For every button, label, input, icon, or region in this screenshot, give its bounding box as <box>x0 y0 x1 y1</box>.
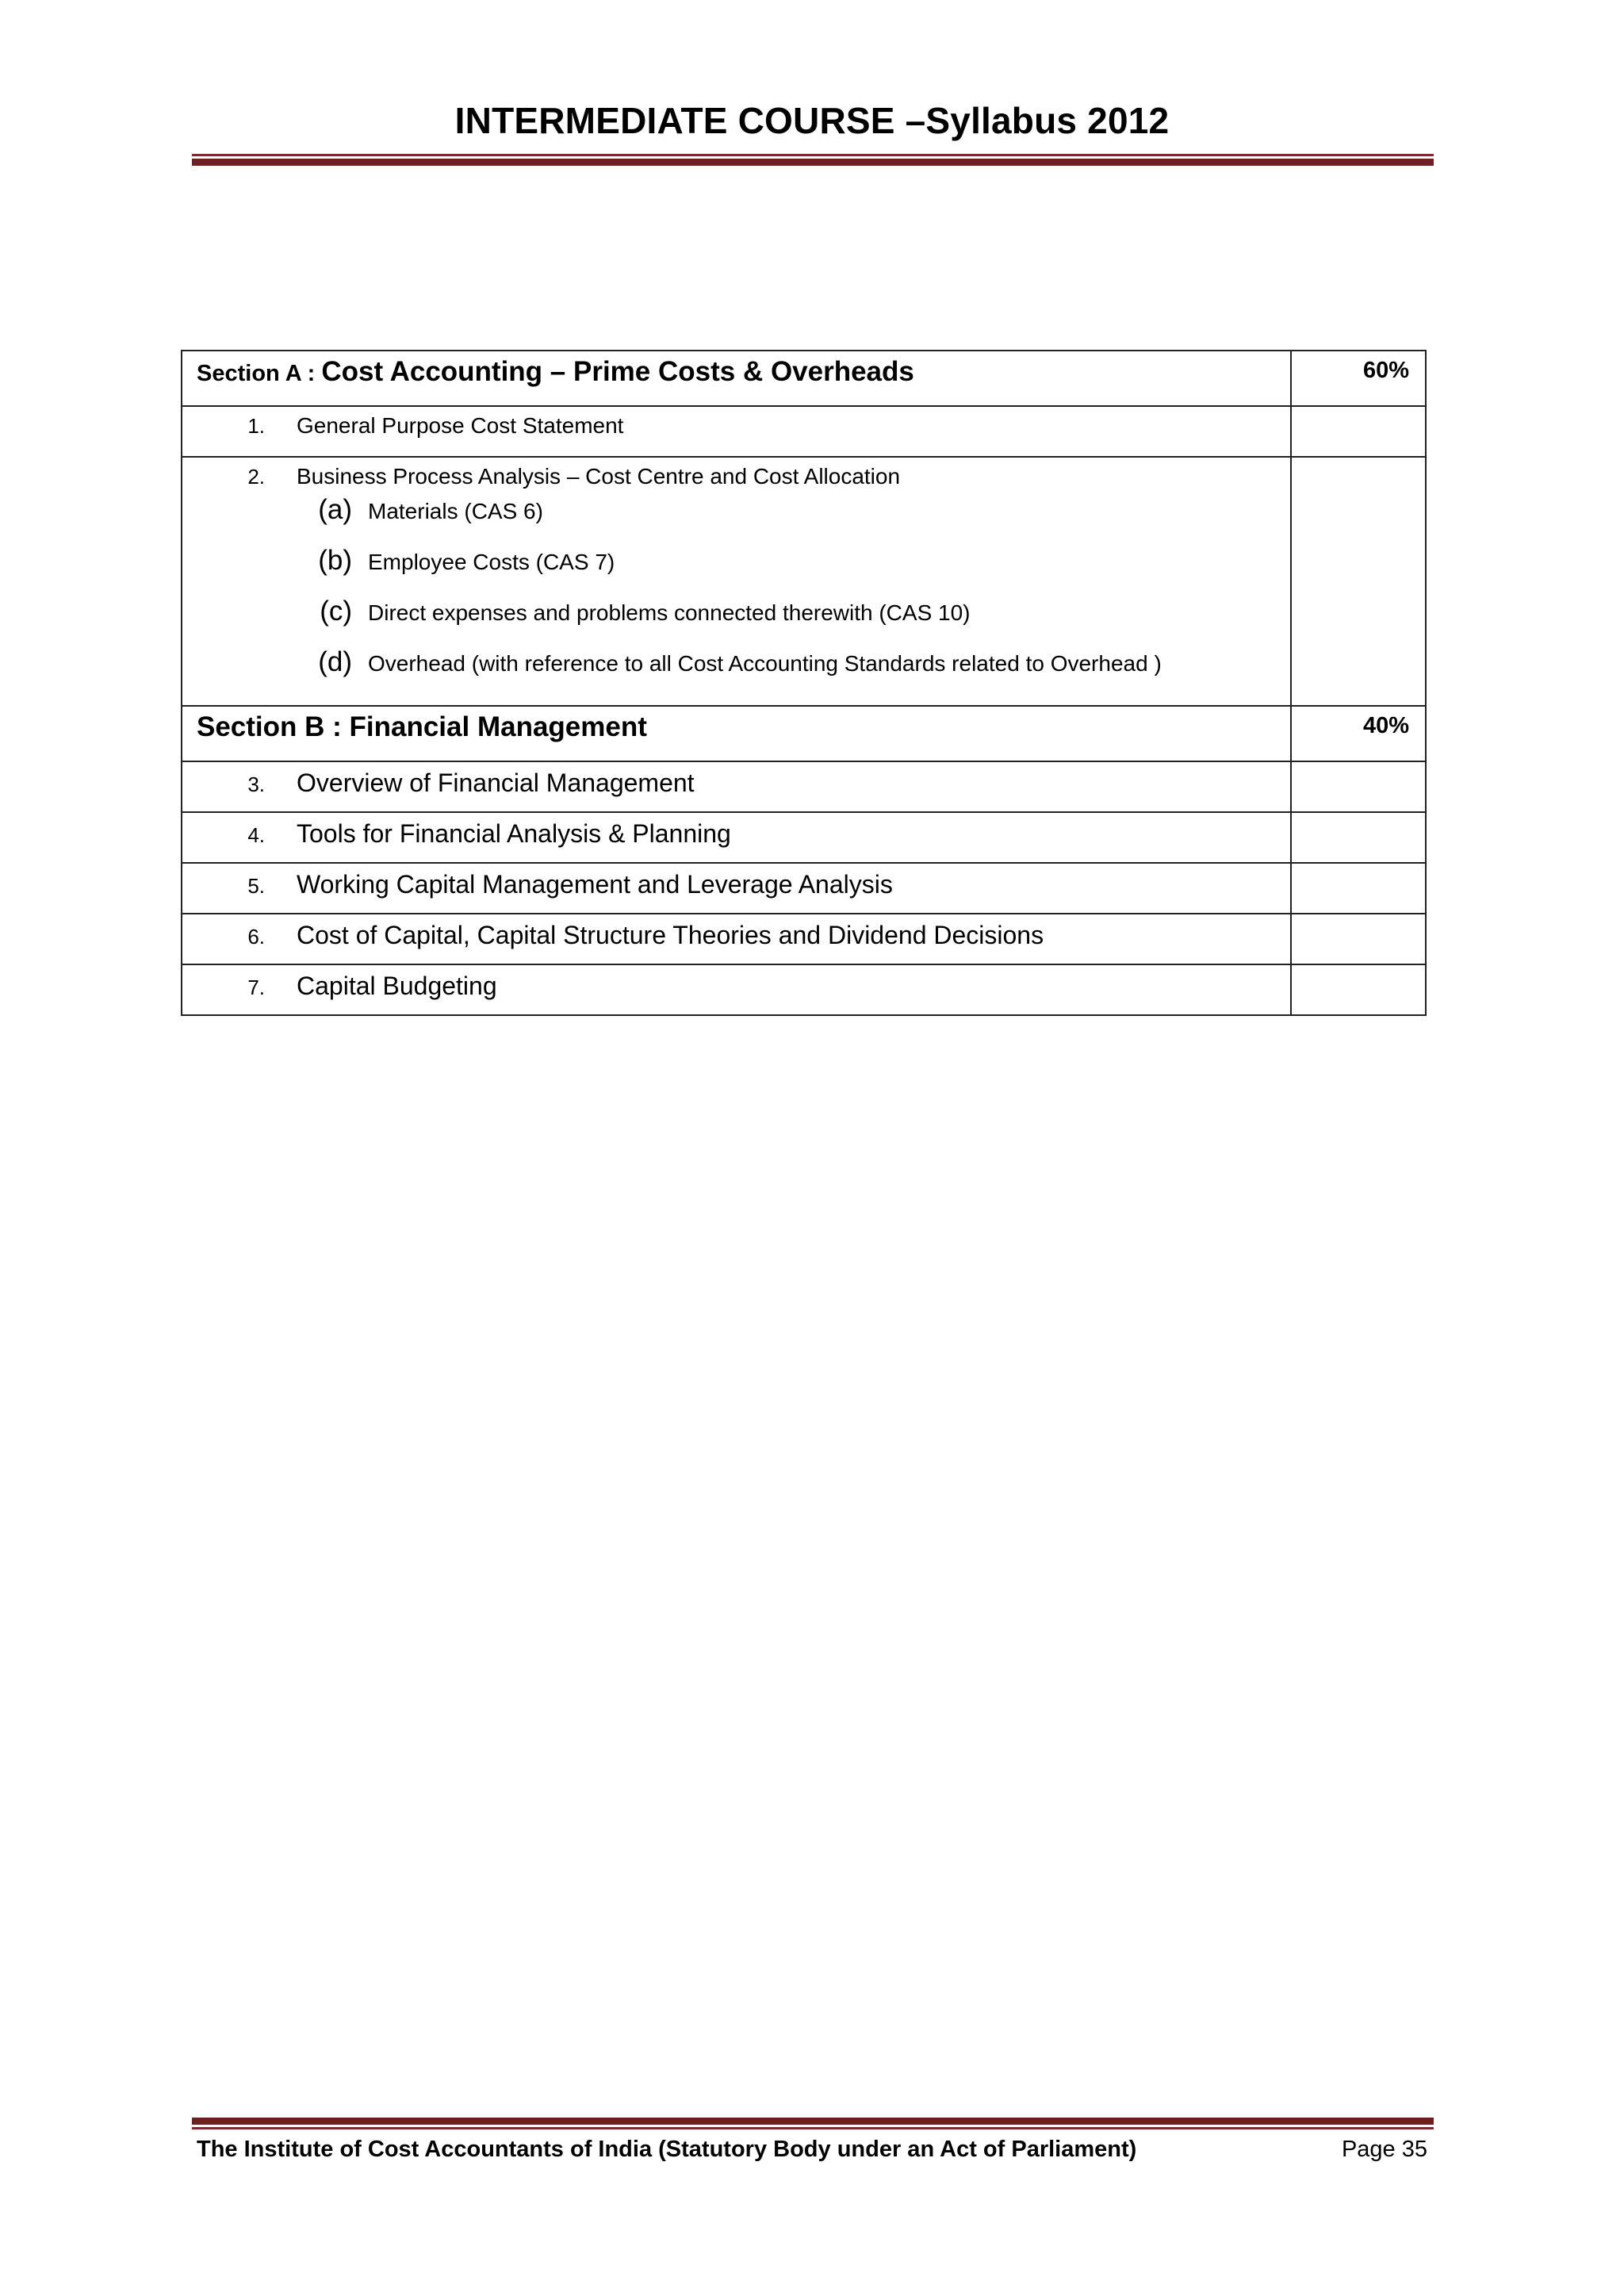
table-row <box>182 761 1426 812</box>
header-rule-thin <box>192 154 1434 156</box>
subtopic-letter: (b) <box>318 545 352 576</box>
list-item <box>182 596 1290 646</box>
footer-rule-thick <box>192 2118 1434 2125</box>
topic-text: Working Capital Management and Leverage Analysis <box>297 870 893 899</box>
weight-cell <box>1291 812 1426 863</box>
topic-text: Tools for Financial Analysis & Planning <box>297 819 731 848</box>
list-item <box>182 545 1290 596</box>
weight-cell <box>1291 914 1426 964</box>
section-b-heading <box>182 706 1291 761</box>
topic-text: Business Process Analysis – Cost Centre and Cost Allocation <box>297 464 901 489</box>
topic-cell <box>182 964 1291 1015</box>
page-title: INTERMEDIATE COURSE –Syllabus 2012 <box>454 100 1170 141</box>
topic-cell <box>182 406 1291 457</box>
weight-cell <box>1291 761 1426 812</box>
topic-cell <box>182 863 1291 914</box>
subtopic-list <box>182 494 1290 697</box>
footer-page-number: Page 35 <box>1341 2137 1427 2162</box>
weight-cell <box>1291 406 1426 457</box>
subtopic-letter: (a) <box>318 494 352 525</box>
subtopic-text: Materials (CAS 6) <box>368 499 543 523</box>
table-row <box>182 964 1426 1015</box>
list-item <box>182 646 1290 697</box>
section-b-row <box>182 706 1426 761</box>
footer-institute: The Institute of Cost Accountants of India (Statutory Body under an Act of Parliament) <box>197 2137 1137 2162</box>
table-row <box>182 914 1426 964</box>
section-a-title: Cost Accounting – Prime Costs & Overheads <box>321 356 914 387</box>
subtopic-letter: (d) <box>318 646 352 677</box>
header-rule-thick <box>192 159 1434 166</box>
topic-number: 4. <box>247 823 265 847</box>
topic-cell <box>182 914 1291 964</box>
topic-text: Cost of Capital, Capital Structure Theories and Dividend Decisions <box>297 921 1044 949</box>
topic-number: 6. <box>247 925 265 949</box>
section-b-title: Section B : Financial Management <box>197 711 647 742</box>
subtopic-text: Direct expenses and problems connected therewith (CAS 10) <box>368 600 971 625</box>
topic-number: 1. <box>247 414 265 438</box>
topic-cell <box>182 457 1291 706</box>
weight-cell <box>1291 863 1426 914</box>
subtopic-letter: (c) <box>320 596 352 627</box>
footer-rule-thin <box>192 2127 1434 2129</box>
section-a-row <box>182 351 1426 406</box>
topic-cell <box>182 812 1291 863</box>
section-a-weight: 60% <box>1291 351 1426 406</box>
table-row <box>182 812 1426 863</box>
section-b-weight: 40% <box>1291 706 1426 761</box>
topic-text: Capital Budgeting <box>297 972 497 1000</box>
topic-number: 3. <box>247 772 265 796</box>
section-a-prefix: Section A : <box>197 361 322 386</box>
topic-number: 2. <box>247 465 265 489</box>
weight-cell <box>1291 457 1426 706</box>
topic-number: 5. <box>247 874 265 898</box>
table-row <box>182 863 1426 914</box>
subtopic-text: Overhead (with reference to all Cost Accounting Standards related to Overhead ) <box>368 651 1162 676</box>
table-row <box>182 457 1426 706</box>
subtopic-text: Employee Costs (CAS 7) <box>368 550 615 574</box>
section-a-heading <box>182 351 1291 406</box>
topic-cell <box>182 761 1291 812</box>
syllabus-table <box>181 350 1427 1016</box>
topic-number: 7. <box>247 976 265 999</box>
list-item <box>182 494 1290 545</box>
topic-text: Overview of Financial Management <box>297 769 695 797</box>
topic-text: General Purpose Cost Statement <box>297 413 624 438</box>
weight-cell <box>1291 964 1426 1015</box>
table-row <box>182 406 1426 457</box>
